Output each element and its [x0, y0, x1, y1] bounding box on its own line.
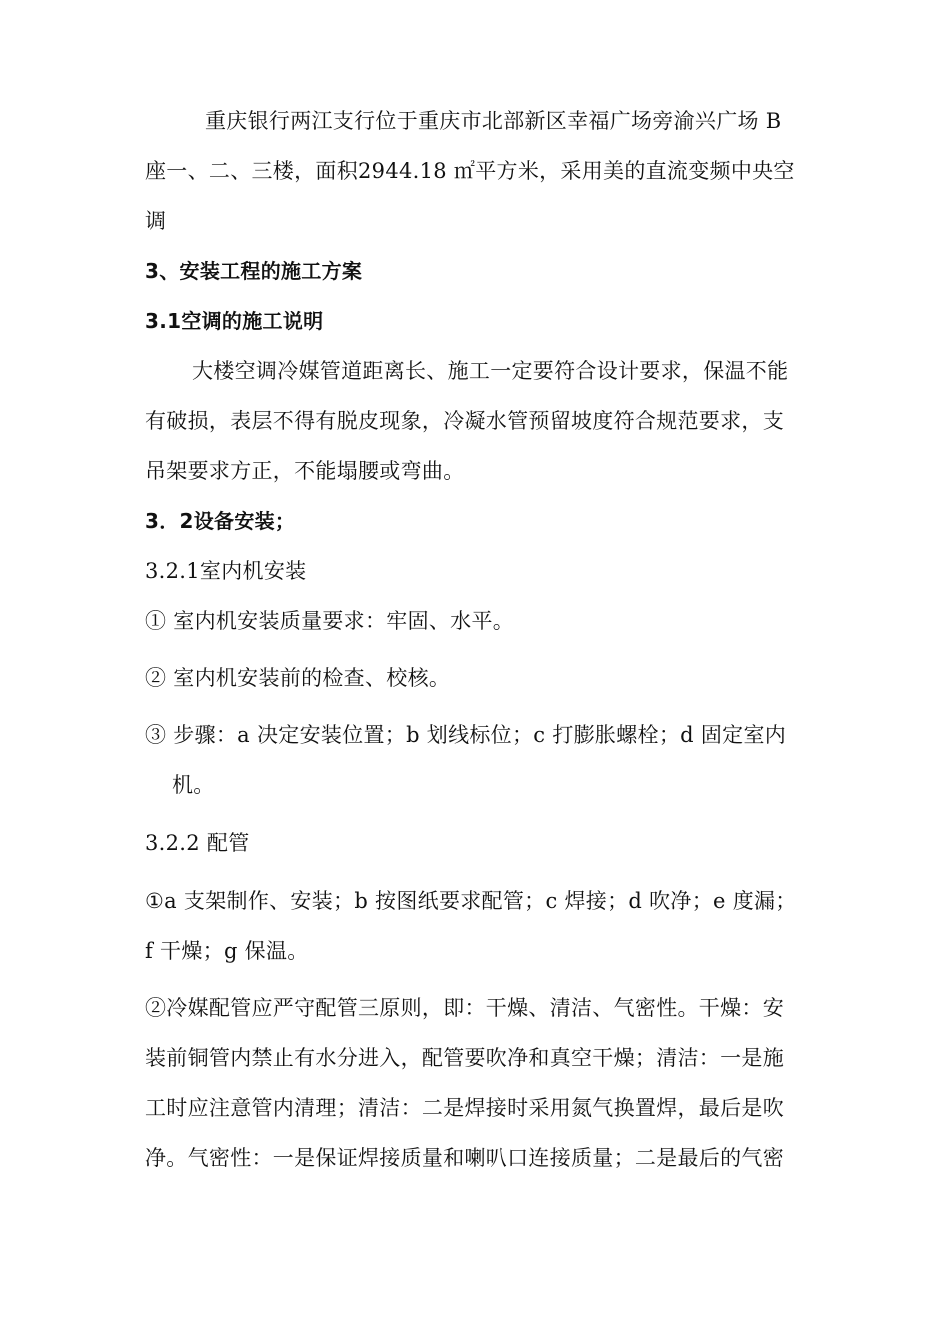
paragraph-3-1-line-2: 有破损，表层不得有脱皮现象，冷凝水管预留坡度符合规范要求，支: [145, 409, 784, 433]
pipe-principles-line-3: 工时应注意管内清理；清洁：二是焊接时采用氮气换置焊，最后是吹: [145, 1096, 784, 1120]
paragraph-3-1-line-1: 大楼空调冷媒管道距离长、施工一定要符合设计要求，保温不能: [192, 359, 789, 383]
subsection-heading-3-2-2: 3.2.2 配管: [145, 831, 250, 855]
pipe-principles-line-2: 装前铜管内禁止有水分进入，配管要吹净和真空干燥；清洁：一是施: [145, 1046, 784, 1070]
pipe-steps-line-1: ①a 支架制作、安装；b 按图纸要求配管；c 焊接；d 吹净；e 度漏；: [145, 889, 797, 913]
section-heading-3-2: 3．2设备安装；: [145, 509, 296, 533]
intro-line-2: 座一、二、三楼，面积2944.18 ㎡平方米，采用美的直流变频中央空: [145, 159, 795, 183]
intro-line-1: 重庆银行两江支行位于重庆市北部新区幸福广场旁渝兴广场 B: [205, 109, 782, 133]
subsection-heading-3-2-1: 3.2.1室内机安装: [145, 559, 307, 583]
pipe-steps-line-2: f 干燥；g 保温。: [145, 939, 309, 963]
section-heading-3-1: 3.1空调的施工说明: [145, 309, 324, 333]
paragraph-3-1-line-3: 吊架要求方正，不能塌腰或弯曲。: [145, 459, 465, 483]
list-item-3-line-1: ③ 步骤：a 决定安装位置；b 划线标位；c 打膨胀螺栓；d 固定室内: [145, 723, 787, 747]
pipe-principles-line-4: 净。气密性：一是保证焊接质量和喇叭口连接质量；二是最后的气密: [145, 1146, 784, 1170]
section-heading-3: 3、安装工程的施工方案: [145, 259, 363, 283]
list-item-1: ① 室内机安装质量要求：牢固、水平。: [145, 609, 515, 633]
intro-line-3: 调: [145, 209, 167, 233]
list-item-2: ② 室内机安装前的检查、校核。: [145, 666, 451, 690]
list-item-3-line-2: 机。: [172, 773, 215, 797]
pipe-principles-line-1: ②冷媒配管应严守配管三原则，即：干燥、清洁、气密性。干燥：安: [145, 996, 784, 1020]
